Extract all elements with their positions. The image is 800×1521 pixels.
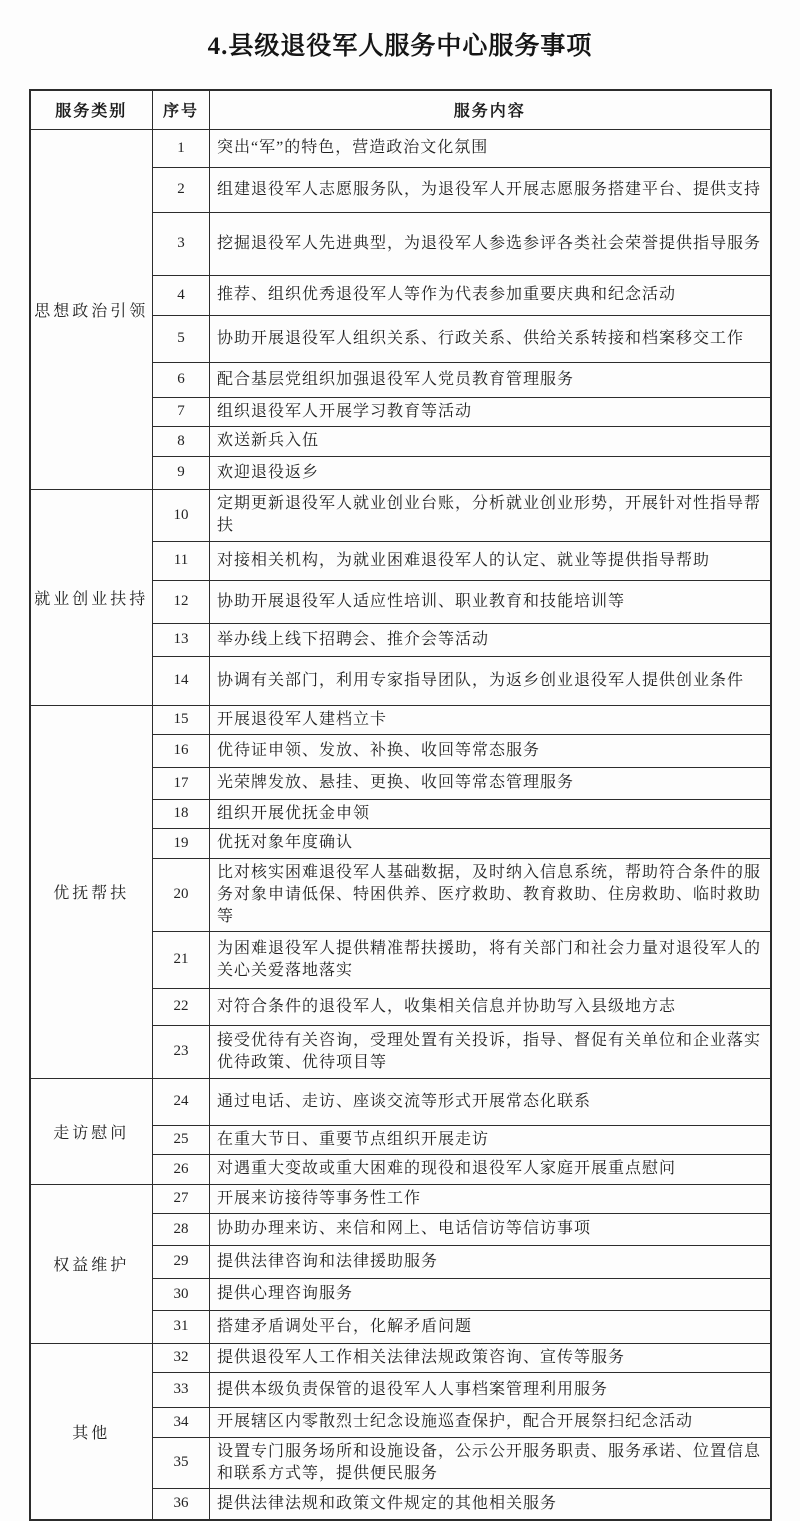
row-number-cell: 26: [153, 1154, 210, 1184]
row-content-cell: 开展退役军人建档立卡: [210, 705, 771, 734]
row-content-cell: 设置专门服务场所和设施设备，公示公开服务职责、服务承诺、位置信息和联系方式等，提供便民服务: [210, 1437, 771, 1488]
row-content-cell: 组织开展优抚金申领: [210, 799, 771, 828]
row-content-cell: 接受优待有关咨询，受理处置有关投诉，指导、督促有关单位和企业落实优待政策、优待项目等: [210, 1025, 771, 1078]
row-number-cell: 17: [153, 767, 210, 799]
row-number-cell: 31: [153, 1310, 210, 1343]
row-number-cell: 7: [153, 397, 210, 426]
header-content: 服务内容: [210, 90, 771, 129]
row-number-cell: 10: [153, 489, 210, 541]
category-cell: 思想政治引领: [30, 129, 153, 489]
row-content-cell: 对符合条件的退役军人，收集相关信息并协助写入县级地方志: [210, 988, 771, 1025]
row-content-cell: 组织退役军人开展学习教育等活动: [210, 397, 771, 426]
table-row: [30, 1184, 771, 1213]
row-number-cell: 34: [153, 1407, 210, 1437]
header-no: 序号: [153, 90, 210, 129]
row-number-cell: 32: [153, 1343, 210, 1372]
row-content-cell: 突出“军”的特色，营造政治文化氛围: [210, 129, 771, 167]
row-number-cell: 6: [153, 362, 210, 397]
row-content-cell: 定期更新退役军人就业创业台账，分析就业创业形势，开展针对性指导帮扶: [210, 489, 771, 541]
row-number-cell: 16: [153, 734, 210, 767]
table-row: [30, 705, 771, 734]
row-content-cell: 在重大节日、重要节点组织开展走访: [210, 1125, 771, 1154]
row-number-cell: 11: [153, 541, 210, 580]
row-content-cell: 对遇重大变故或重大困难的现役和退役军人家庭开展重点慰问: [210, 1154, 771, 1184]
row-number-cell: 30: [153, 1278, 210, 1310]
row-number-cell: 33: [153, 1372, 210, 1407]
row-number-cell: 19: [153, 828, 210, 858]
row-content-cell: 协调有关部门，利用专家指导团队，为返乡创业退役军人提供创业条件: [210, 656, 771, 705]
row-content-cell: 开展辖区内零散烈士纪念设施巡查保护，配合开展祭扫纪念活动: [210, 1407, 771, 1437]
row-content-cell: 配合基层党组织加强退役军人党员教育管理服务: [210, 362, 771, 397]
row-content-cell: 优抚对象年度确认: [210, 828, 771, 858]
category-cell: 就业创业扶持: [30, 489, 153, 705]
row-number-cell: 15: [153, 705, 210, 734]
row-number-cell: 21: [153, 931, 210, 988]
row-content-cell: 提供本级负责保管的退役军人人事档案管理利用服务: [210, 1372, 771, 1407]
row-number-cell: 9: [153, 456, 210, 489]
row-content-cell: 比对核实困难退役军人基础数据，及时纳入信息系统，帮助符合条件的服务对象申请低保、特困供养、医疗救助、教育救助、住房救助、临时救助等: [210, 858, 771, 931]
row-content-cell: 挖掘退役军人先进典型，为退役军人参选参评各类社会荣誉提供指导服务: [210, 212, 771, 275]
row-content-cell: 提供退役军人工作相关法律法规政策咨询、宣传等服务: [210, 1343, 771, 1372]
table-row: [30, 1078, 771, 1125]
row-number-cell: 25: [153, 1125, 210, 1154]
table-row: [30, 1343, 771, 1372]
row-content-cell: 欢迎退役返乡: [210, 456, 771, 489]
row-number-cell: 13: [153, 623, 210, 656]
header-category: 服务类别: [30, 90, 153, 129]
page-title: 4.县级退役军人服务中心服务事项: [207, 33, 593, 60]
row-content-cell: 协助开展退役军人组织关系、行政关系、供给关系转接和档案移交工作: [210, 315, 771, 362]
row-number-cell: 5: [153, 315, 210, 362]
row-content-cell: 推荐、组织优秀退役军人等作为代表参加重要庆典和纪念活动: [210, 275, 771, 315]
table-row: [30, 489, 771, 541]
row-number-cell: 8: [153, 426, 210, 456]
row-content-cell: 光荣牌发放、悬挂、更换、收回等常态管理服务: [210, 767, 771, 799]
row-content-cell: 开展来访接待等事务性工作: [210, 1184, 771, 1213]
row-number-cell: 23: [153, 1025, 210, 1078]
row-number-cell: 2: [153, 167, 210, 212]
row-content-cell: 组建退役军人志愿服务队，为退役军人开展志愿服务搭建平台、提供支持: [210, 167, 771, 212]
row-number-cell: 3: [153, 212, 210, 275]
table-header-row: [30, 90, 771, 129]
row-content-cell: 对接相关机构，为就业困难退役军人的认定、就业等提供指导帮助: [210, 541, 771, 580]
row-number-cell: 28: [153, 1213, 210, 1245]
row-number-cell: 14: [153, 656, 210, 705]
row-content-cell: 提供心理咨询服务: [210, 1278, 771, 1310]
row-number-cell: 18: [153, 799, 210, 828]
category-cell: 其他: [30, 1343, 153, 1520]
row-number-cell: 4: [153, 275, 210, 315]
row-number-cell: 20: [153, 858, 210, 931]
row-number-cell: 24: [153, 1078, 210, 1125]
category-cell: 走访慰问: [30, 1078, 153, 1184]
category-cell: 权益维护: [30, 1184, 153, 1343]
row-number-cell: 35: [153, 1437, 210, 1488]
category-cell: 优抚帮扶: [30, 705, 153, 1078]
row-number-cell: 29: [153, 1245, 210, 1278]
row-number-cell: 12: [153, 580, 210, 623]
service-table: [29, 89, 772, 1521]
row-number-cell: 27: [153, 1184, 210, 1213]
row-content-cell: 搭建矛盾调处平台，化解矛盾问题: [210, 1310, 771, 1343]
row-content-cell: 协助开展退役军人适应性培训、职业教育和技能培训等: [210, 580, 771, 623]
row-number-cell: 22: [153, 988, 210, 1025]
row-content-cell: 协助办理来访、来信和网上、电话信访等信访事项: [210, 1213, 771, 1245]
row-content-cell: 优待证申领、发放、补换、收回等常态服务: [210, 734, 771, 767]
table-row: [30, 129, 771, 167]
row-content-cell: 欢送新兵入伍: [210, 426, 771, 456]
row-number-cell: 36: [153, 1488, 210, 1520]
row-content-cell: 提供法律法规和政策文件规定的其他相关服务: [210, 1488, 771, 1520]
table-body: [30, 129, 771, 1520]
row-content-cell: 举办线上线下招聘会、推介会等活动: [210, 623, 771, 656]
row-content-cell: 为困难退役军人提供精准帮扶援助，将有关部门和社会力量对退役军人的关心关爱落地落实: [210, 931, 771, 988]
row-content-cell: 通过电话、走访、座谈交流等形式开展常态化联系: [210, 1078, 771, 1125]
row-content-cell: 提供法律咨询和法律援助服务: [210, 1245, 771, 1278]
row-number-cell: 1: [153, 129, 210, 167]
